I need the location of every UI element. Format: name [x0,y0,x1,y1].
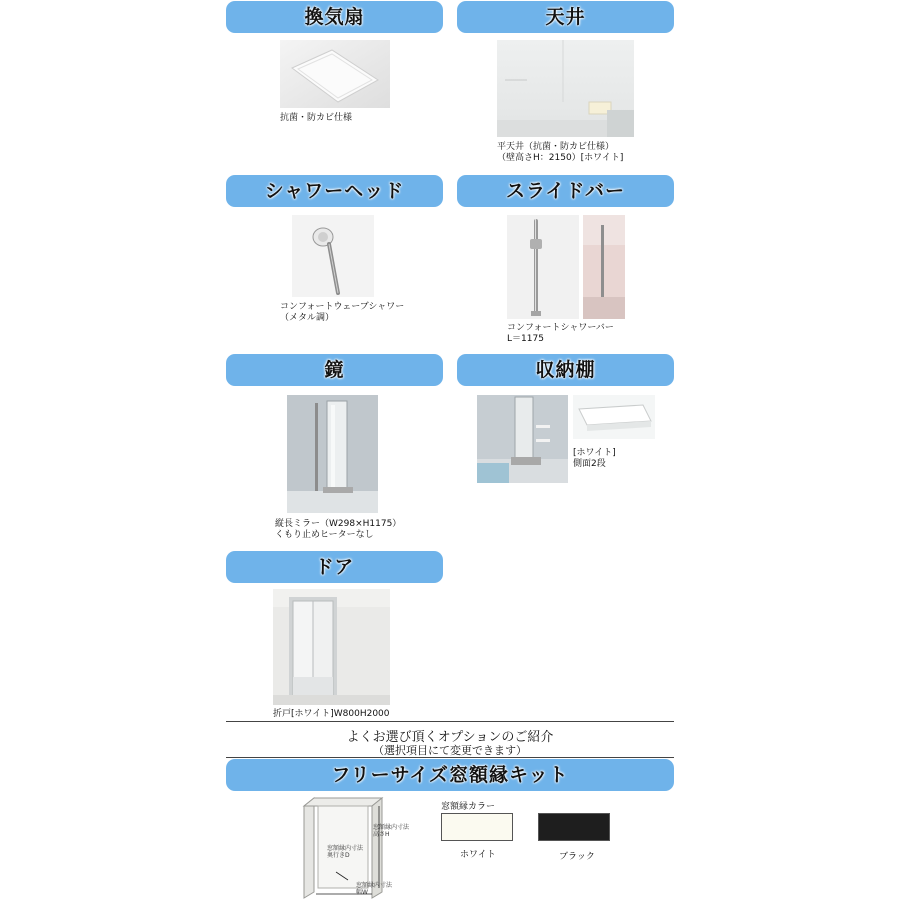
section-header-fan: 換気扇 [226,1,443,33]
color-name-black: ブラック [559,852,595,862]
shower-caption: コンフォートウェーブシャワー （メタル調） [280,302,405,323]
section-header-mirror: 鏡 [226,354,443,386]
mirror-photo [287,395,378,513]
options-intro-title: よくお選び頂くオプションのご紹介 [346,730,554,745]
color-swatch-black [538,813,610,841]
ceiling-photo [497,40,634,137]
divider-top [226,721,674,722]
slide-bar-room-photo [583,215,625,319]
door-photo [273,589,390,705]
slide-bar-photo [507,215,579,319]
section-header-door: ドア [226,551,443,583]
section-header-ceiling: 天井 [457,1,674,33]
divider-bottom [226,757,674,758]
frame-depth-label: 窓額縁内寸法 奥行きD [327,845,364,859]
mirror-caption: 縦長ミラー（W298×H1175） くもり止めヒーターなし [275,519,402,540]
slide-bar-caption: コンフォートシャワーバー L＝1175 [507,323,614,344]
shelf-caption: [ホワイト] 側面2段 [573,448,616,469]
options-intro-note: （選択項目にて変更できます） [373,744,527,757]
color-name-white: ホワイト [460,850,496,860]
frame-color-label: 窓額縁カラー [441,802,496,812]
section-header-shelf: 収納棚 [457,354,674,386]
frame-width-label: 窓額縁内寸法 幅W [356,882,393,896]
door-caption: 折戸[ホワイト]W800H2000 [273,709,390,719]
shelf-photo [573,395,655,439]
fan-photo [280,40,390,108]
section-header-shower: シャワーヘッド [226,175,443,207]
section-header-slide-bar: スライドバー [457,175,674,207]
shower-photo [292,215,374,297]
ceiling-caption: 平天井（抗菌・防カビ仕様） （壁高さH：2150）[ホワイト] [497,142,624,163]
color-swatch-white [441,813,513,841]
fan-caption: 抗菌・防カビ仕様 [280,113,353,123]
section-header-frame-kit: フリーサイズ窓額縁キット [226,759,674,791]
shelf-room-photo [477,395,568,483]
frame-height-label: 窓額縁内寸法 高さH [373,824,410,838]
